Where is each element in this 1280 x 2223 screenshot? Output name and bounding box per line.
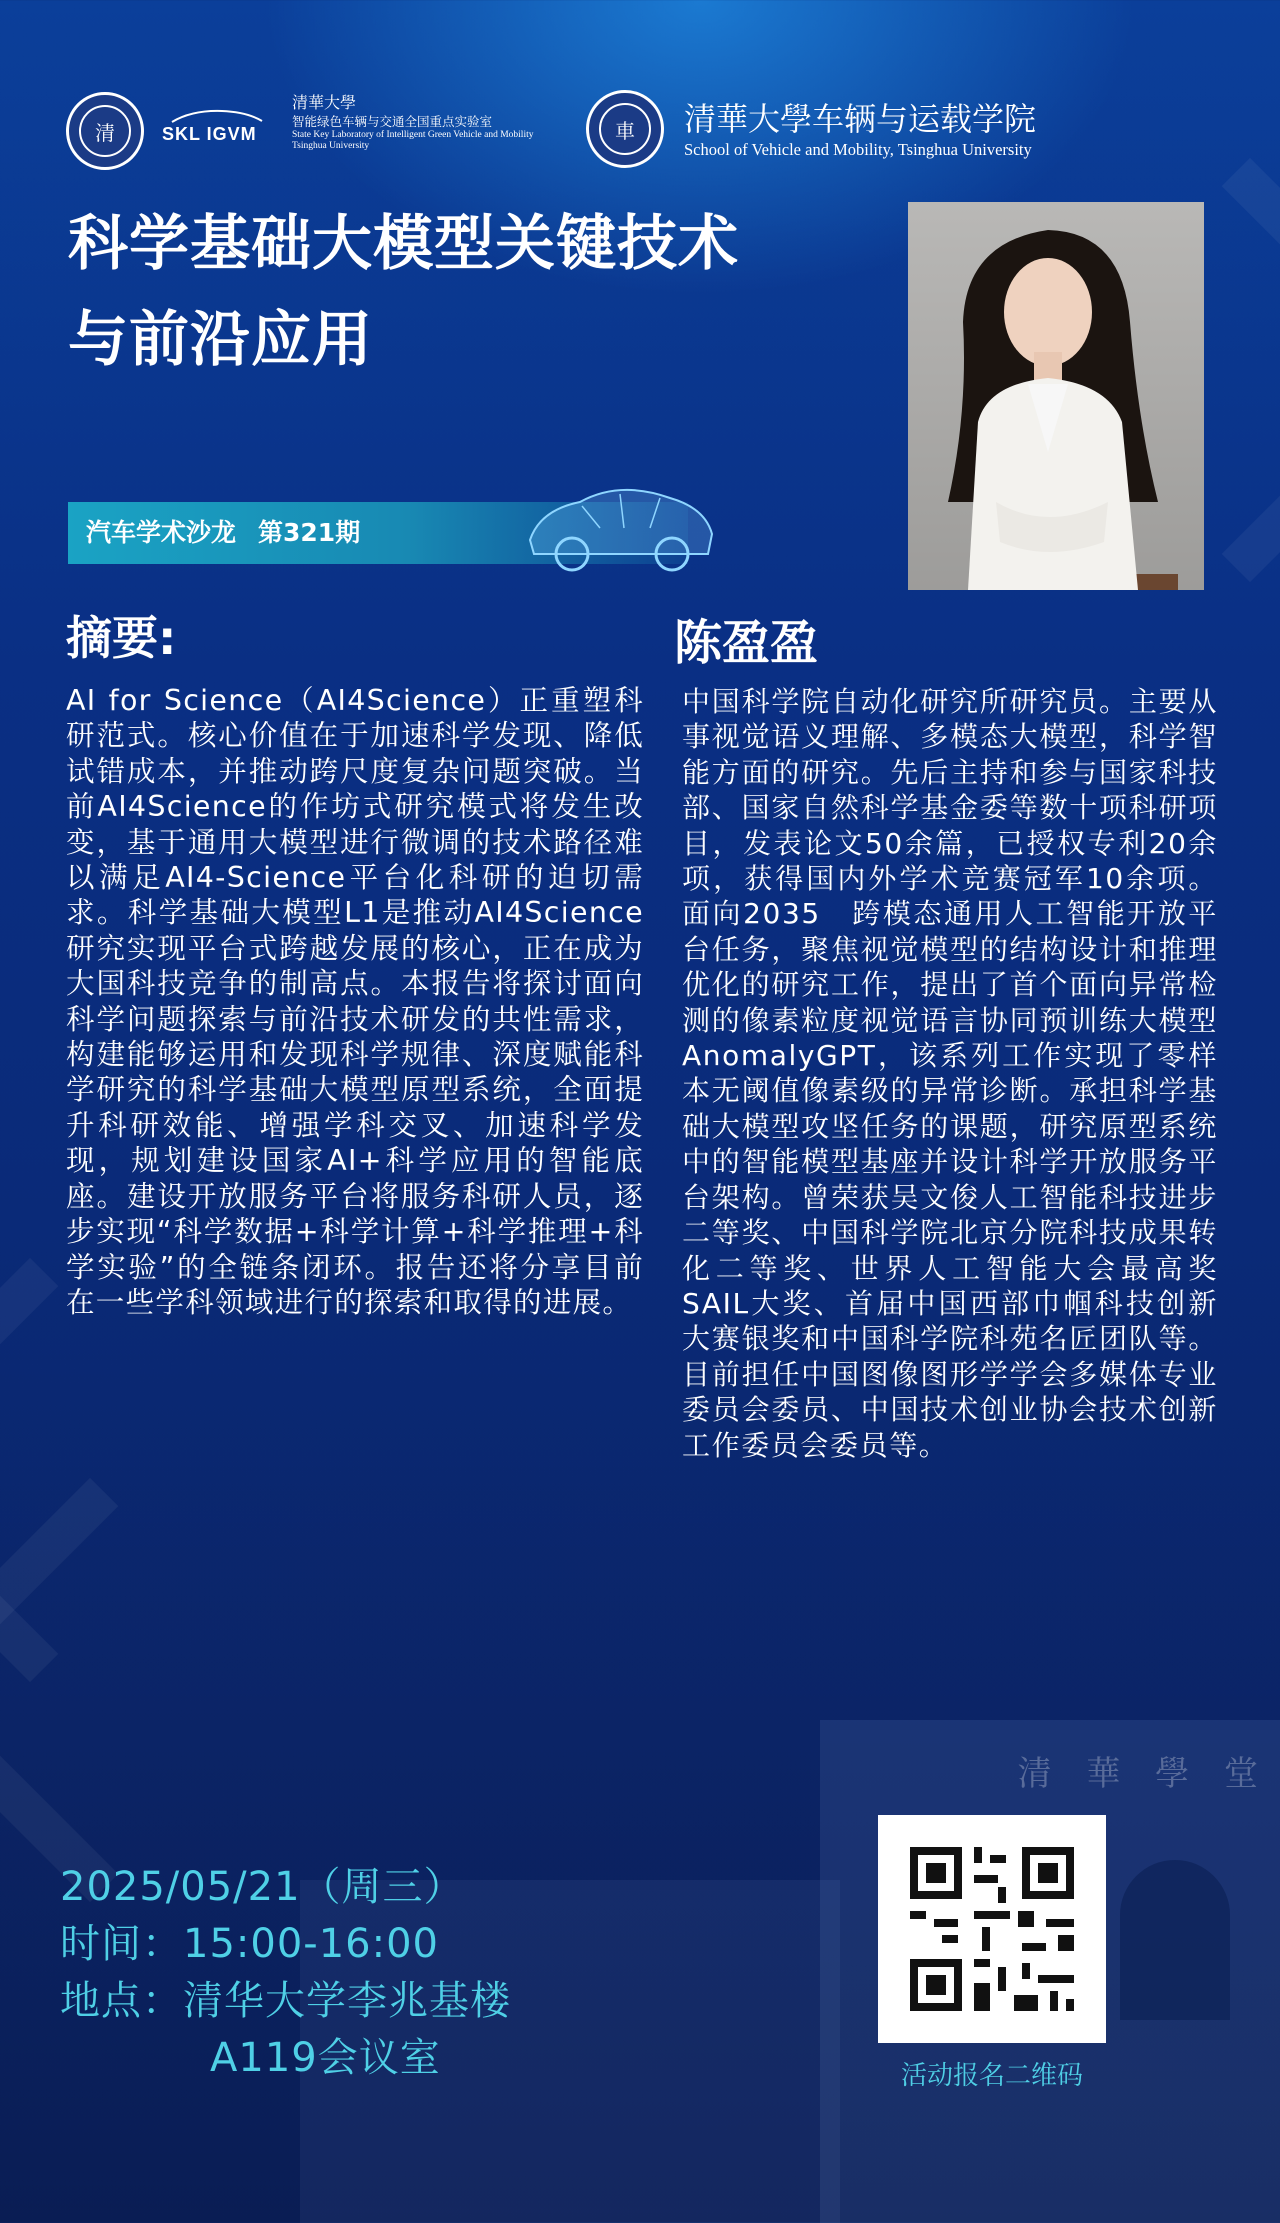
skligvm-logo xyxy=(162,108,268,148)
lab-name-cn: 智能绿色车辆与交通全国重点实验室 xyxy=(292,114,493,129)
event-info xyxy=(60,1859,660,2087)
svm-name-cn: 清華大學车辆与运载学院 xyxy=(684,100,1037,138)
event-date: 2025/05/21（周三） xyxy=(60,1864,465,1910)
qr-code-icon xyxy=(878,1815,1106,2043)
skligvm-logo-text: SKL IGVM xyxy=(162,124,257,144)
lab-name-en-1: State Key Laboratory of Intelligent Green Vehicle and Mobility xyxy=(292,130,534,140)
salon-issue: 第321期 xyxy=(258,518,361,547)
speaker-photo xyxy=(908,202,1204,590)
car-outline-icon xyxy=(162,108,268,124)
page-title xyxy=(68,196,908,388)
wireframe-car-icon xyxy=(520,470,720,580)
event-room: A119会议室 xyxy=(210,2035,441,2081)
qr-label: 活动报名二维码 xyxy=(900,2061,1083,2091)
registration-qr-code[interactable] xyxy=(878,1815,1106,2043)
svm-seal-glyph: 車 xyxy=(599,103,651,155)
tsinghua-seal-logo xyxy=(66,92,144,170)
building-sign: 清 華 學 堂 xyxy=(1017,1754,1270,1794)
speaker-bio: 中国科学院自动化研究所研究员。主要从事视觉语义理解、多模态大模型，科学智能方面的研究。先后主持和参与国家科技部、国家自然科学基金委等数十项科研项目，发表论文50余篇，已授权专利20余项，获得国内外学术竞赛冠军10余项。面向2035 跨模态通用人工智能开放平台任务，聚焦视觉模型的结构设计和推理优化的研究工作，提出了首个面向异常检测的像素粒度视觉语言协同预训练大模型AnomalyGPT，该系列工作实现了零样本无阈值像素级的异常诊断。承担科学基础大模型攻坚任务的课题，研究原型系统中的智能模型基座并设计科学开放服务平台架构。曾荣获吴文俊人工智能科技进步二等奖、中国科学院北京分院科技成果转化二等奖、世界人工智能大会最高奖SAIL大奖、首届中国西部巾帼科技创新大赛银奖和中国科学院科苑名匠团队等。目前担任中国图像图形学学会多媒体专业委员会委员、中国技术创业协会技术创新工作委员会委员等。 xyxy=(682,685,1218,1462)
abstract-body: AI for Science（AI4Science）正重塑科研范式。核心价值在于加速科学发现、降低试错成本，并推动跨尺度复杂问题突破。当前AI4Science的作坊式研究模式将发生改变，基于通用大模型进行微调的技术路径难以满足AI4-Science平台化科研的迫切需求。科学基础大模型L1是推动AI4Science研究实现平台式跨越发展的核心，正在成为大国科技竞争的制高点。本报告将探讨面向科学问题探索与前沿技术研发的共性需求，构建能够运用和发现科学规律、深度赋能科学研究的科学基础大模型原型系统，全面提升科研效能、增强学科交叉、加速科学发现，规划建设国家AI+科学应用的智能底座。建设开放服务平台将服务科研人员，逐步实现“科学数据+科学计算+科学推理+科学实验”的全链条闭环。报告还将分享目前在一些学科领域进行的探索和取得的进展。 xyxy=(66,684,644,1319)
abstract-heading: 摘要: xyxy=(66,611,177,665)
page-title-line2: 与前沿应用 xyxy=(68,305,373,375)
background-chevron xyxy=(0,1478,302,1902)
salon-series: 汽车学术沙龙 xyxy=(86,518,237,547)
lab-calligraphy: 清華大學 xyxy=(292,93,357,112)
svm-name-en: School of Vehicle and Mobility, Tsinghua University xyxy=(684,140,1032,159)
lab-name-block xyxy=(292,114,562,152)
event-place: 地点：清华大学李兆基楼 xyxy=(60,1978,511,2024)
svm-name-block xyxy=(684,94,1084,160)
lab-name-en-2: Tsinghua University xyxy=(292,141,370,151)
speaker-name: 陈盈盈 xyxy=(674,615,819,671)
page-title-line1: 科学基础大模型关键技术 xyxy=(68,209,739,279)
svm-seal-logo xyxy=(586,90,664,168)
speaker-portrait-icon xyxy=(908,202,1204,590)
tsinghua-seal-glyph: 清 xyxy=(79,105,131,157)
event-time: 时间：15:00-16:00 xyxy=(60,1921,439,1967)
building-window xyxy=(1120,1860,1230,2020)
